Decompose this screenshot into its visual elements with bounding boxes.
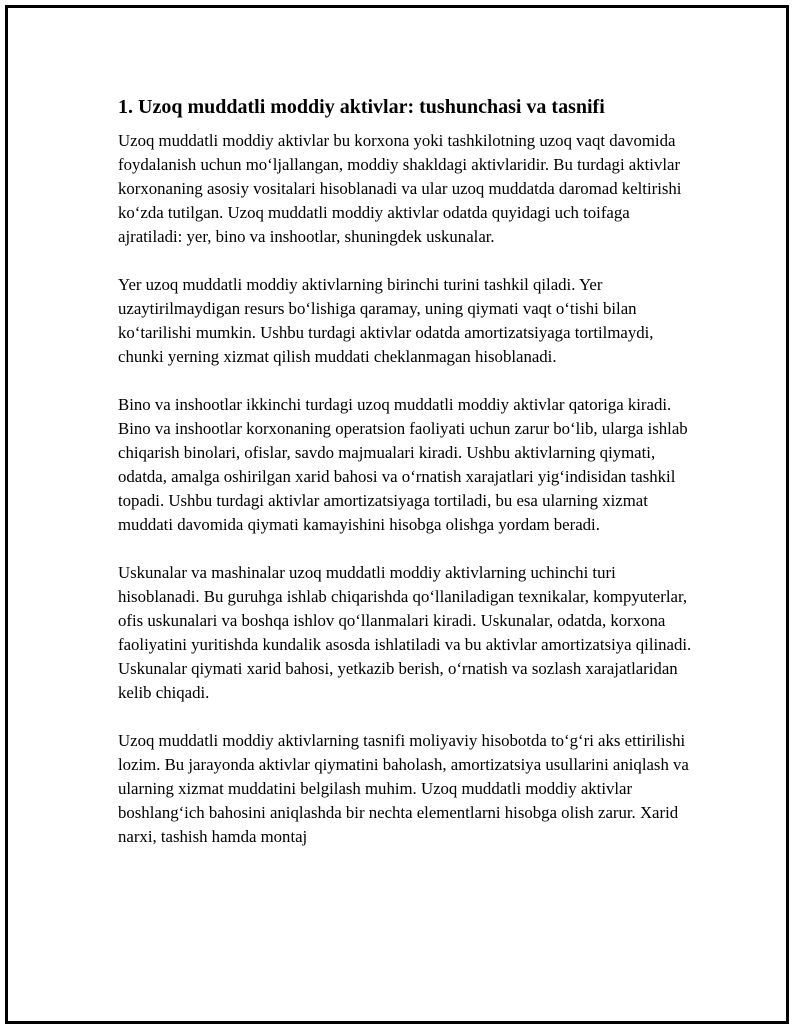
section-heading: 1. Uzoq muddatli moddiy aktivlar: tushunchasi va tasnifi [118,96,605,118]
paragraph-equipment: Uskunalar va mashinalar uzoq muddatli moddiy aktivlarning uchinchi turi hisoblanadi. Bu guruhga ishlab chiqarishda qoʻllaniladigan texnikalar, kompyuterlar, ofis uskunalari va boshqa ishlov qoʻllanmalari kiradi. Uskunalar, odatda, korxona faoliyatini yuritishda kundalik asosda ishlatiladi va bu aktivlar amortizatsiya qilinadi. Uskunalar qiymati xarid bahosi, yetkazib berish, oʻrnatish va sozlash xarajatlaridan kelib chiqadi. [118,563,692,702]
document-body [118,94,693,873]
paragraph-classification: Uzoq muddatli moddiy aktivlarning tasnifi moliyaviy hisobotda toʻgʻri aks ettirilishi lozim. Bu jarayonda aktivlar qiymatini baholash, amortizatsiya usullarini aniqlash va ularning xizmat muddatini belgilash muhim. Uzoq muddatli moddiy aktivlar boshlangʻich bahosini aniqlashda bir nechta elementlarni hisobga olish zarur. Xarid narxi, tashish hamda montaj [118,731,689,846]
paragraph-intro: Uzoq muddatli moddiy aktivlar bu korxona yoki tashkilotning uzoq vaqt davomida foydalanish uchun moʻljallangan, moddiy shakldagi aktivlaridir. Bu turdagi aktivlar korxonaning asosiy vositalari hisoblanadi va ular uzoq muddatda daromad keltirishi koʻzda tutilgan. Uzoq muddatli moddiy aktivlar odatda quyidagi uch toifaga ajratiladi: yer, bino va inshootlar, shuningdek uskunalar. [118,131,682,246]
paragraph-land: Yer uzoq muddatli moddiy aktivlarning birinchi turini tashkil qiladi. Yer uzaytirilmaydigan resurs boʻlishiga qaramay, uning qiymati vaqt oʻtishi bilan koʻtarilishi mumkin. Ushbu turdagi aktivlar odatda amortizatsiyaga tortilmaydi, chunki yerning xizmat qilish muddati cheklanmagan hisoblanadi. [118,275,654,366]
paragraph-buildings: Bino va inshootlar ikkinchi turdagi uzoq muddatli moddiy aktivlar qatoriga kiradi. Bino va inshootlar korxonaning operatsion faoliyati uchun zarur boʻlib, ularga ishlab chiqarish binolari, ofislar, savdo majmualari kiradi. Ushbu aktivlarning qiymati, odatda, amalga oshirilgan xarid bahosi va oʻrnatish xarajatlari yigʻindisidan tashkil topadi. Ushbu turdagi aktivlar amortizatsiyaga tortiladi, bu esa ularning xizmat muddati davomida qiymati kamayishini hisobga olishga yordam beradi. [118,395,688,534]
